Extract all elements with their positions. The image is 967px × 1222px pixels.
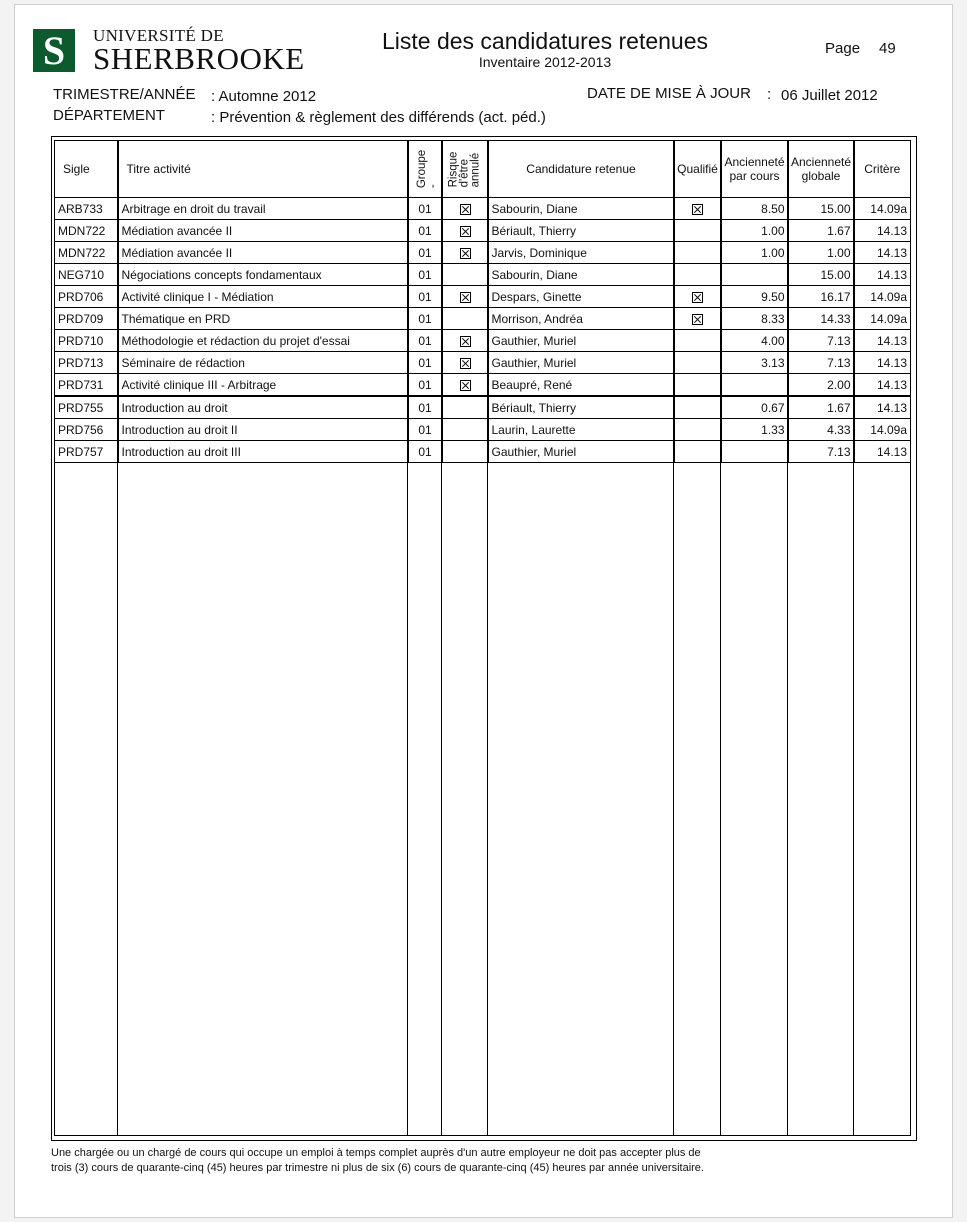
table-row <box>55 352 910 374</box>
cell-titre: Thématique en PRD <box>118 308 408 330</box>
col-header-critere <box>854 141 910 198</box>
col-header-titre <box>118 141 408 198</box>
checked-box-icon <box>460 336 471 347</box>
checked-box-icon <box>692 292 703 303</box>
cell-groupe: 01 <box>408 242 442 264</box>
cell-anciennete-cours: 1.00 <box>721 220 788 242</box>
col-header-candidature <box>488 141 674 198</box>
table-row <box>55 242 910 264</box>
col-header-risque-line3: annulé <box>469 152 482 187</box>
col-header-anciennete-cours-line2: par cours <box>729 169 780 183</box>
cell-groupe: 01 <box>408 330 442 352</box>
cell-sigle: ARB733 <box>55 198 118 220</box>
cell-anciennete-cours: 1.33 <box>721 419 788 441</box>
cell-anciennete-globale: 7.13 <box>788 330 854 352</box>
cell-risque <box>442 286 488 308</box>
column-divider <box>487 141 488 1135</box>
checked-box-icon <box>460 380 471 391</box>
col-header-groupe-text: Groupe <box>415 149 428 189</box>
table-body <box>55 198 910 463</box>
cell-sigle: PRD706 <box>55 286 118 308</box>
cell-anciennete-globale: 15.00 <box>788 198 854 220</box>
checked-box-icon <box>692 314 703 325</box>
cell-qualifie <box>674 308 721 330</box>
table-row <box>55 286 910 308</box>
cell-risque <box>442 242 488 264</box>
cell-critere: 14.09a <box>854 286 910 308</box>
cell-anciennete-cours: 4.00 <box>721 330 788 352</box>
cell-critere: 14.13 <box>854 330 910 352</box>
cell-critere: 14.13 <box>854 264 910 286</box>
cell-qualifie <box>674 396 721 419</box>
checked-box-icon <box>460 226 471 237</box>
cell-anciennete-globale: 1.67 <box>788 396 854 419</box>
cell-qualifie <box>674 220 721 242</box>
cell-sigle: NEG710 <box>55 264 118 286</box>
cell-qualifie <box>674 352 721 374</box>
footnote-line1: Une chargée ou un chargé de cours qui occupe un emploi à temps complet auprès d'un autre employeur ne doit pas accepter plus de <box>51 1147 701 1159</box>
cell-groupe: 01 <box>408 441 442 463</box>
col-header-critere-text: Critère <box>864 162 901 176</box>
cell-anciennete-cours <box>721 441 788 463</box>
cell-sigle: PRD731 <box>55 374 118 397</box>
cell-sigle: MDN722 <box>55 220 118 242</box>
cell-anciennete-cours <box>721 374 788 397</box>
table-row <box>55 441 910 463</box>
col-header-anciennete-cours <box>721 141 788 198</box>
col-header-anciennete-globale-line2: globale <box>801 169 841 183</box>
table-header-row <box>55 141 910 198</box>
cell-anciennete-globale: 7.13 <box>788 441 854 463</box>
university-name-line1: UNIVERSITÉ DE <box>93 26 224 45</box>
cell-titre: Médiation avancée II <box>118 242 408 264</box>
col-header-risque-rotated <box>449 151 482 187</box>
checked-box-icon <box>460 204 471 215</box>
update-date-value: 06 Juillet 2012 <box>781 87 878 104</box>
cell-groupe: 01 <box>408 264 442 286</box>
cell-critere: 14.13 <box>854 220 910 242</box>
cell-risque <box>442 419 488 441</box>
column-divider <box>117 141 118 1135</box>
cell-critere: 14.13 <box>854 242 910 264</box>
table-row <box>55 198 910 220</box>
col-header-risque <box>442 141 488 198</box>
update-date-label: DATE DE MISE À JOUR <box>587 85 751 102</box>
cell-critere: 14.09a <box>854 419 910 441</box>
column-divider <box>441 141 442 1135</box>
cell-titre: Introduction au droit II <box>118 419 408 441</box>
university-logo <box>33 29 75 72</box>
cell-titre: Séminaire de rédaction <box>118 352 408 374</box>
cell-groupe: 01 <box>408 396 442 419</box>
cell-groupe: 01 <box>408 419 442 441</box>
candidatures-table-container <box>54 140 911 1136</box>
cell-titre: Activité clinique III - Arbitrage <box>118 374 408 397</box>
term-value: : Automne 2012 <box>211 88 317 105</box>
cell-titre: Arbitrage en droit du travail <box>118 198 408 220</box>
report-subtitle: Inventaire 2012-2013 <box>478 54 612 70</box>
cell-sigle: PRD755 <box>55 396 118 419</box>
cell-sigle: PRD756 <box>55 419 118 441</box>
col-header-candidature-text: Candidature retenue <box>526 162 636 176</box>
cell-critere: 14.13 <box>854 441 910 463</box>
cell-groupe: 01 <box>408 352 442 374</box>
table-row <box>55 374 910 397</box>
col-header-groupe-rotated <box>417 150 439 188</box>
cell-anciennete-cours: 8.50 <box>721 198 788 220</box>
col-header-risque-line2: d'être <box>458 158 471 187</box>
col-header-titre-text: Titre activité <box>126 162 191 176</box>
department-value: : Prévention & règlement des différends (act. péd.) <box>211 109 546 126</box>
cell-candidat: Sabourin, Diane <box>488 198 674 220</box>
cell-groupe: 01 <box>408 198 442 220</box>
checked-box-icon <box>692 204 703 215</box>
cell-titre: Introduction au droit <box>118 396 408 419</box>
candidatures-table <box>55 141 910 463</box>
cell-candidat: Jarvis, Dominique <box>488 242 674 264</box>
column-divider <box>673 141 674 1135</box>
cell-anciennete-cours <box>721 264 788 286</box>
cell-titre: Activité clinique I - Médiation <box>118 286 408 308</box>
cell-anciennete-globale: 1.67 <box>788 220 854 242</box>
cell-risque <box>442 374 488 397</box>
table-row <box>55 264 910 286</box>
table-row <box>55 396 910 419</box>
cell-groupe: 01 <box>408 286 442 308</box>
cell-anciennete-globale: 16.17 <box>788 286 854 308</box>
cell-risque <box>442 330 488 352</box>
cell-qualifie <box>674 374 721 397</box>
cell-anciennete-cours: 8.33 <box>721 308 788 330</box>
col-header-anciennete-globale <box>788 141 854 198</box>
cell-anciennete-globale: 15.00 <box>788 264 854 286</box>
table-row <box>55 330 910 352</box>
cell-qualifie <box>674 198 721 220</box>
footnote <box>51 1146 811 1176</box>
cell-qualifie <box>674 242 721 264</box>
col-header-sigle-text: Sigle <box>63 162 90 176</box>
cell-risque <box>442 198 488 220</box>
logo-letter: S <box>42 28 66 73</box>
table-row <box>55 419 910 441</box>
cell-critere: 14.13 <box>854 374 910 397</box>
cell-sigle: MDN722 <box>55 242 118 264</box>
cell-anciennete-globale: 7.13 <box>788 352 854 374</box>
cell-critere: 14.13 <box>854 396 910 419</box>
page-label: Page <box>825 40 861 57</box>
cell-anciennete-globale: 4.33 <box>788 419 854 441</box>
cell-critere: 14.13 <box>854 352 910 374</box>
cell-qualifie <box>674 419 721 441</box>
col-header-qualifie-text: Qualifié <box>677 162 718 176</box>
cell-sigle: PRD713 <box>55 352 118 374</box>
footnote-line2: trois (3) cours de quarante-cinq (45) heures par trimestre ni plus de six (6) cours de quarante-cinq (45) heures par année universitaire. <box>51 1162 704 1174</box>
report-page <box>14 4 953 1218</box>
cell-groupe: 01 <box>408 220 442 242</box>
university-name-line2: SHERBROOKE <box>93 41 305 76</box>
cell-risque <box>442 396 488 419</box>
cell-candidat: Morrison, Andréa <box>488 308 674 330</box>
col-header-anciennete-globale-line1: Ancienneté <box>790 155 852 169</box>
cell-sigle: PRD709 <box>55 308 118 330</box>
cell-qualifie <box>674 330 721 352</box>
cell-titre: Négociations concepts fondamentaux <box>118 264 408 286</box>
col-header-groupe <box>408 141 442 198</box>
col-header-anciennete-cours-line1: Ancienneté <box>724 155 785 169</box>
col-header-risque-line1: Risque <box>447 151 460 187</box>
cell-candidat: Sabourin, Diane <box>488 264 674 286</box>
cell-anciennete-globale: 2.00 <box>788 374 854 397</box>
cell-anciennete-globale: 1.00 <box>788 242 854 264</box>
cell-groupe: 01 <box>408 374 442 397</box>
checked-box-icon <box>460 358 471 369</box>
cell-anciennete-cours: 9.50 <box>721 286 788 308</box>
cell-titre: Introduction au droit III <box>118 441 408 463</box>
cell-risque <box>442 308 488 330</box>
cell-anciennete-globale: 14.33 <box>788 308 854 330</box>
table-row <box>55 308 910 330</box>
cell-qualifie <box>674 441 721 463</box>
cell-anciennete-cours: 1.00 <box>721 242 788 264</box>
cell-anciennete-cours: 3.13 <box>721 352 788 374</box>
cell-risque <box>442 352 488 374</box>
update-date-separator: : <box>767 86 772 103</box>
cell-candidat: Bériault, Thierry <box>488 396 674 419</box>
department-label: DÉPARTEMENT <box>53 107 165 124</box>
cell-candidat: Bériault, Thierry <box>488 220 674 242</box>
cell-anciennete-cours: 0.67 <box>721 396 788 419</box>
cell-candidat: Beaupré, René <box>488 374 674 397</box>
cell-titre: Médiation avancée II <box>118 220 408 242</box>
cell-candidat: Gauthier, Muriel <box>488 352 674 374</box>
cell-titre: Méthodologie et rédaction du projet d'essai <box>118 330 408 352</box>
cell-sigle: PRD757 <box>55 441 118 463</box>
col-header-qualifie <box>674 141 721 198</box>
cell-candidat: Gauthier, Muriel <box>488 330 674 352</box>
cell-critere: 14.09a <box>854 198 910 220</box>
column-divider <box>787 141 788 1135</box>
cell-qualifie <box>674 264 721 286</box>
cell-risque <box>442 441 488 463</box>
cell-risque <box>442 264 488 286</box>
page-number: 49 <box>879 40 896 57</box>
cell-qualifie <box>674 286 721 308</box>
report-title: Liste des candidatures retenues <box>381 28 709 54</box>
cell-critere: 14.09a <box>854 308 910 330</box>
column-divider <box>407 141 408 1135</box>
table-row <box>55 220 910 242</box>
cell-candidat: Despars, Ginette <box>488 286 674 308</box>
cell-candidat: Gauthier, Muriel <box>488 441 674 463</box>
cell-candidat: Laurin, Laurette <box>488 419 674 441</box>
checked-box-icon <box>460 248 471 259</box>
col-header-sigle <box>55 141 118 198</box>
term-label: TRIMESTRE/ANNÉE <box>53 86 196 103</box>
col-header-groupe-mark: - <box>426 184 439 189</box>
column-divider <box>853 141 854 1135</box>
column-divider <box>720 141 721 1135</box>
cell-sigle: PRD710 <box>55 330 118 352</box>
cell-groupe: 01 <box>408 308 442 330</box>
checked-box-icon <box>460 292 471 303</box>
cell-risque <box>442 220 488 242</box>
